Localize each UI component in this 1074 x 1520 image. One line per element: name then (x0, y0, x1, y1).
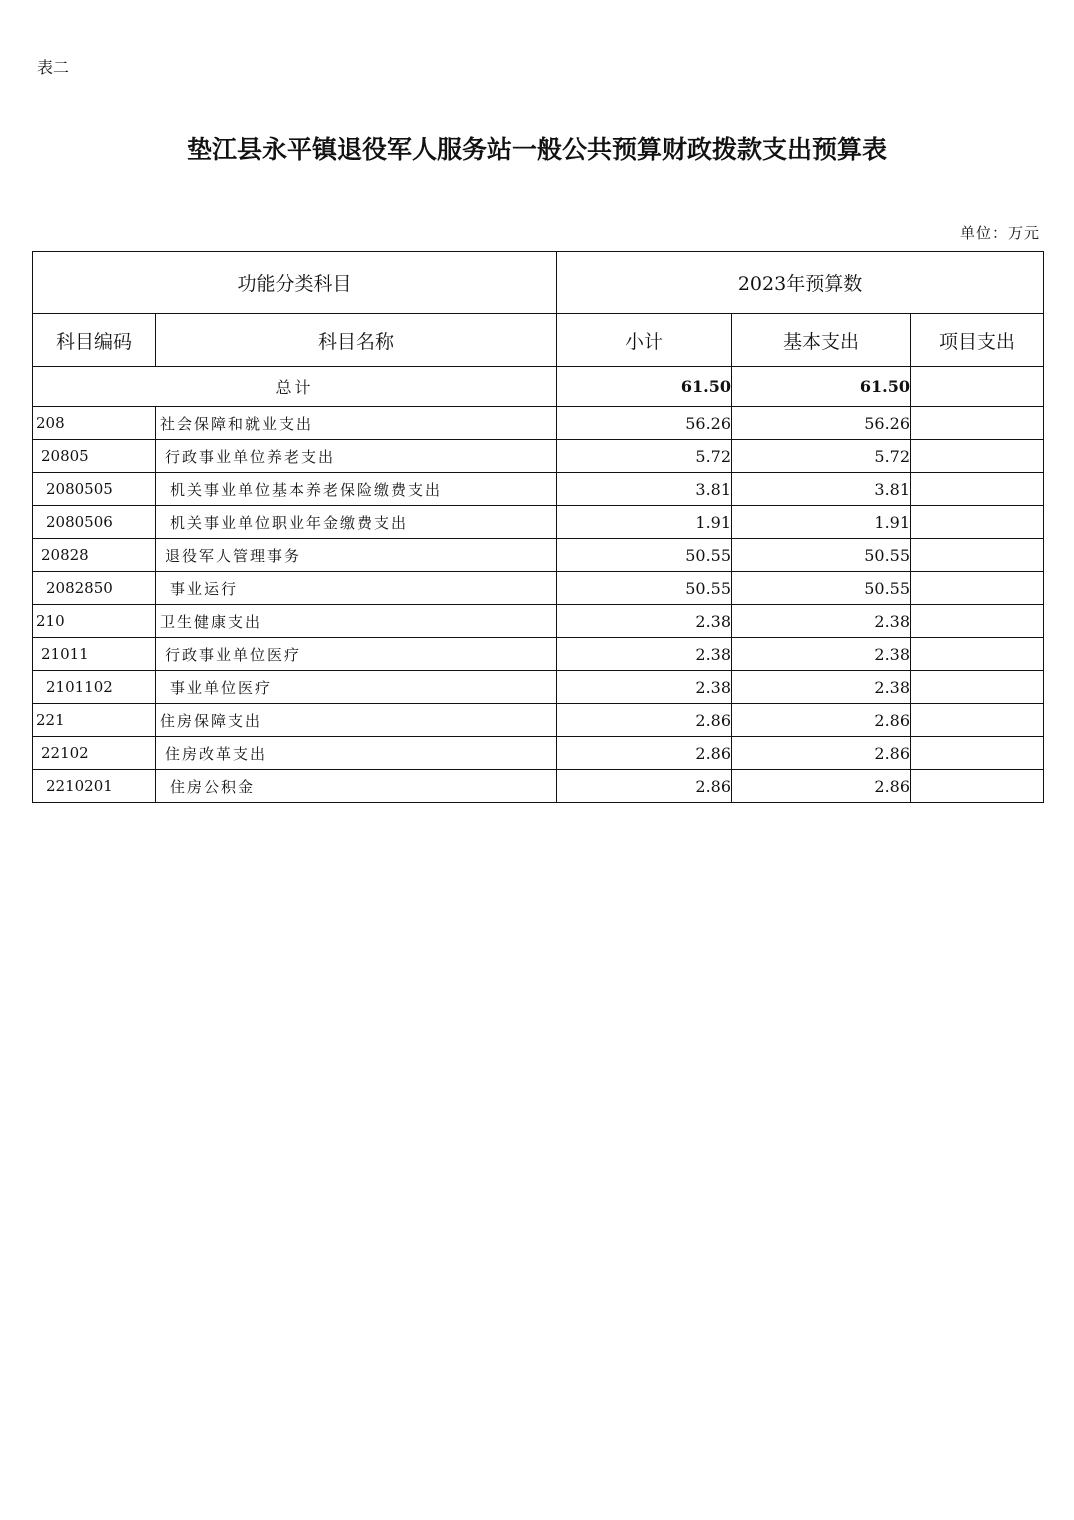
total-basic: 61.50 (732, 367, 911, 407)
table-row (33, 440, 1044, 473)
row-project (911, 473, 1044, 506)
row-subtotal: 50.55 (557, 539, 732, 572)
unit-label: 单位：万元 (959, 224, 1040, 242)
row-name: 卫生健康支出 (156, 605, 557, 638)
row-name: 社会保障和就业支出 (156, 407, 557, 440)
row-project (911, 605, 1044, 638)
row-basic: 50.55 (732, 539, 911, 572)
total-project (911, 367, 1044, 407)
row-basic: 2.38 (732, 671, 911, 704)
header-project: 项目支出 (911, 314, 1044, 367)
row-name: 机关事业单位基本养老保险缴费支出 (156, 473, 557, 506)
row-name: 住房保障支出 (156, 704, 557, 737)
row-code: 2210201 (33, 770, 156, 803)
header-category-group: 功能分类科目 (33, 252, 557, 314)
row-code: 2080505 (33, 473, 156, 506)
row-basic: 2.86 (732, 704, 911, 737)
row-subtotal: 3.81 (557, 473, 732, 506)
row-basic: 2.86 (732, 737, 911, 770)
row-project (911, 407, 1044, 440)
row-subtotal: 1.91 (557, 506, 732, 539)
row-basic: 2.38 (732, 605, 911, 638)
row-code: 2080506 (33, 506, 156, 539)
row-code: 210 (33, 605, 156, 638)
row-basic: 56.26 (732, 407, 911, 440)
row-subtotal: 56.26 (557, 407, 732, 440)
row-project (911, 770, 1044, 803)
row-code: 21011 (33, 638, 156, 671)
table-row (33, 704, 1044, 737)
row-basic: 1.91 (732, 506, 911, 539)
row-subtotal: 2.86 (557, 737, 732, 770)
table-number-label: 表二 (37, 58, 70, 77)
total-label: 总计 (33, 367, 557, 407)
total-row (33, 367, 1044, 407)
row-subtotal: 2.38 (557, 605, 732, 638)
row-project (911, 671, 1044, 704)
row-basic: 5.72 (732, 440, 911, 473)
row-project (911, 704, 1044, 737)
row-code: 208 (33, 407, 156, 440)
row-name: 事业单位医疗 (156, 671, 557, 704)
header-basic: 基本支出 (732, 314, 911, 367)
row-name: 行政事业单位养老支出 (156, 440, 557, 473)
page-title: 垫江县永平镇退役军人服务站一般公共预算财政拨款支出预算表 (186, 135, 887, 164)
row-code: 20828 (33, 539, 156, 572)
row-basic: 50.55 (732, 572, 911, 605)
header-code: 科目编码 (33, 314, 156, 367)
row-subtotal: 2.86 (557, 770, 732, 803)
table-row (33, 671, 1044, 704)
row-code: 22102 (33, 737, 156, 770)
header-row-groups (33, 252, 1044, 314)
table-row (33, 770, 1044, 803)
row-basic: 3.81 (732, 473, 911, 506)
row-subtotal: 2.86 (557, 704, 732, 737)
row-project (911, 572, 1044, 605)
table-row (33, 737, 1044, 770)
row-subtotal: 50.55 (557, 572, 732, 605)
row-name: 住房改革支出 (156, 737, 557, 770)
row-subtotal: 2.38 (557, 638, 732, 671)
row-project (911, 539, 1044, 572)
table-row (33, 407, 1044, 440)
table-row (33, 506, 1044, 539)
row-name: 事业运行 (156, 572, 557, 605)
row-project (911, 737, 1044, 770)
header-name: 科目名称 (156, 314, 557, 367)
row-code: 20805 (33, 440, 156, 473)
row-project (911, 440, 1044, 473)
table-row (33, 539, 1044, 572)
row-code: 221 (33, 704, 156, 737)
header-row-columns (33, 314, 1044, 367)
row-basic: 2.38 (732, 638, 911, 671)
row-name: 住房公积金 (156, 770, 557, 803)
table-row (33, 473, 1044, 506)
row-code: 2101102 (33, 671, 156, 704)
row-subtotal: 5.72 (557, 440, 732, 473)
header-subtotal: 小计 (557, 314, 732, 367)
row-basic: 2.86 (732, 770, 911, 803)
table-row (33, 572, 1044, 605)
header-budget-group: 2023年预算数 (557, 252, 1044, 314)
budget-table (32, 251, 1044, 803)
row-code: 2082850 (33, 572, 156, 605)
total-subtotal: 61.50 (557, 367, 732, 407)
table-row (33, 605, 1044, 638)
row-name: 机关事业单位职业年金缴费支出 (156, 506, 557, 539)
row-name: 行政事业单位医疗 (156, 638, 557, 671)
table-row (33, 638, 1044, 671)
row-name: 退役军人管理事务 (156, 539, 557, 572)
row-subtotal: 2.38 (557, 671, 732, 704)
row-project (911, 638, 1044, 671)
row-project (911, 506, 1044, 539)
